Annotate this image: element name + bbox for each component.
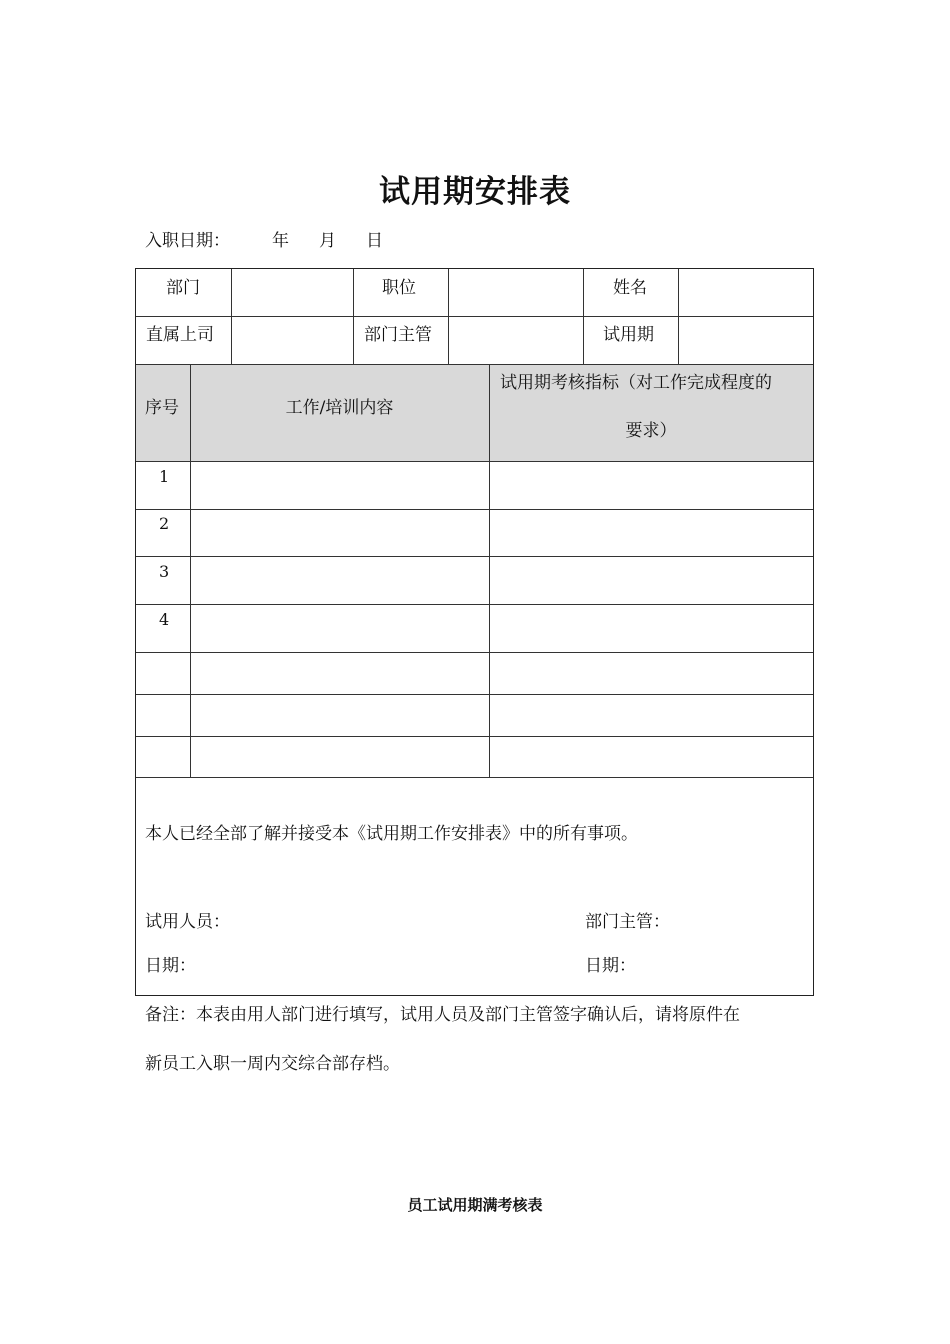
col-divider <box>678 269 679 364</box>
row-divider <box>136 461 813 462</box>
remark-line-2: 新员工入职一周内交综合部存档。 <box>145 1054 400 1074</box>
row-divider <box>136 316 813 317</box>
col-divider <box>353 269 354 364</box>
criteria-header-line1: 试用期考核指标（对工作完成程度的 <box>500 373 772 393</box>
row-divider <box>136 777 813 778</box>
acknowledgement-text: 本人已经全部了解并接受本《试用期工作安排表》中的所有事项。 <box>145 824 638 844</box>
probation-label: 试用期 <box>603 325 654 345</box>
manager-signature-label: 部门主管： <box>585 912 670 932</box>
trainee-date-label: 日期： <box>145 956 196 976</box>
dept-label: 部门 <box>166 278 200 298</box>
entry-year-label: 年 <box>272 231 289 251</box>
dept-manager-label: 部门主管 <box>364 325 432 345</box>
trainee-signature-label: 试用人员： <box>145 912 230 932</box>
row-divider <box>136 652 813 653</box>
col-divider <box>190 364 191 777</box>
col-divider <box>583 269 584 364</box>
row-divider <box>136 364 813 365</box>
row-number: 4 <box>159 610 170 629</box>
name-label: 姓名 <box>613 278 647 298</box>
page-title: 试用期安排表 <box>379 174 571 210</box>
col-divider <box>231 269 232 364</box>
row-divider <box>136 694 813 695</box>
row-number: 2 <box>159 514 170 533</box>
row-divider <box>136 736 813 737</box>
probation-form-table <box>135 268 814 996</box>
manager-date-label: 日期： <box>585 956 636 976</box>
row-divider <box>136 556 813 557</box>
entry-date-label: 入职日期： <box>145 231 230 251</box>
entry-month-label: 月 <box>319 231 336 251</box>
row-divider <box>136 509 813 510</box>
entry-day-label: 日 <box>366 231 383 251</box>
col-divider <box>448 269 449 364</box>
footer-title: 员工试用期满考核表 <box>407 1196 543 1214</box>
supervisor-label: 直属上司 <box>146 325 214 345</box>
row-number: 3 <box>159 562 170 581</box>
content-header: 工作/培训内容 <box>285 398 394 418</box>
entry-date-line <box>145 226 383 251</box>
row-divider <box>136 604 813 605</box>
position-label: 职位 <box>382 278 416 298</box>
row-number: 1 <box>159 467 170 486</box>
seq-header: 序号 <box>145 398 179 418</box>
remark-line-1: 备注：本表由用人部门进行填写，试用人员及部门主管签字确认后，请将原件在 <box>145 1005 740 1025</box>
criteria-header-line2: 要求） <box>625 421 677 441</box>
